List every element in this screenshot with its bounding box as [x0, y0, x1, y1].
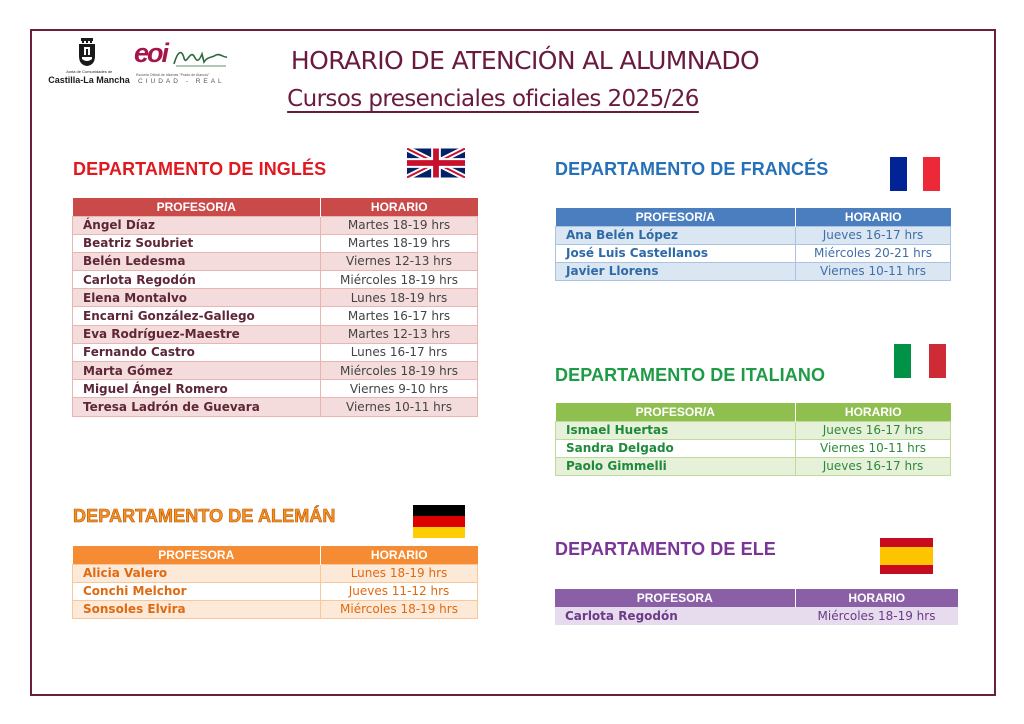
- col-teacher: PROFESORA: [555, 589, 795, 607]
- schedule-time: Viernes 10-11 hrs: [796, 262, 951, 280]
- eoi-sub-text: Escuela Oficial de Idiomas "Prado de Alarcos": [136, 73, 210, 77]
- table-row: [73, 362, 478, 380]
- schedule-time: Martes 18-19 hrs: [321, 216, 478, 234]
- teacher-name: Javier Llorens: [556, 262, 796, 280]
- schedule-time: Martes 18-19 hrs: [321, 234, 478, 252]
- eoi-city: CIUDAD - REAL: [138, 78, 225, 85]
- teacher-name: Elena Montalvo: [73, 289, 321, 307]
- table-row: [556, 421, 951, 439]
- schedule-time: Miércoles 18-19 hrs: [321, 271, 478, 289]
- table-row: [73, 325, 478, 343]
- teacher-name: Ángel Díaz: [73, 216, 321, 234]
- schedule-time: Viernes 9-10 hrs: [321, 380, 478, 398]
- table-header: [73, 198, 478, 216]
- dept-heading-aleman: DEPARTAMENTO DE ALEMÁN: [73, 506, 336, 526]
- eoi-logo: [134, 40, 230, 86]
- table-frances: [555, 208, 951, 281]
- table-row: [73, 234, 478, 252]
- table-row: [73, 252, 478, 270]
- jccm-small-text: Junta de Comunidades de: [65, 69, 113, 74]
- schedule-time: Miércoles 18-19 hrs: [321, 600, 478, 618]
- schedule-time: Miércoles 20-21 hrs: [796, 244, 951, 262]
- table-ingles: [72, 198, 478, 417]
- table-header: [73, 546, 478, 564]
- table-row: [73, 343, 478, 361]
- teacher-name: Encarni González-Gallego: [73, 307, 321, 325]
- table-row: [73, 289, 478, 307]
- teacher-name: Miguel Ángel Romero: [73, 380, 321, 398]
- teacher-name: Ana Belén López: [556, 226, 796, 244]
- table-row: [73, 307, 478, 325]
- schedule-time: Viernes 12-13 hrs: [321, 252, 478, 270]
- page-title: HORARIO DE ATENCIÓN AL ALUMNADO: [290, 46, 760, 75]
- signature-icon: [172, 46, 228, 68]
- schedule-time: Lunes 16-17 hrs: [321, 343, 478, 361]
- crest-icon: [78, 38, 96, 66]
- teacher-name: Carlota Regodón: [73, 271, 321, 289]
- teacher-name: Eva Rodríguez-Maestre: [73, 325, 321, 343]
- france-flag-icon: [890, 157, 940, 191]
- table-row: [556, 244, 951, 262]
- schedule-time: Jueves 16-17 hrs: [796, 226, 951, 244]
- col-schedule: HORARIO: [321, 198, 478, 216]
- teacher-name: Beatriz Soubriet: [73, 234, 321, 252]
- teacher-name: Paolo Gimmelli: [556, 457, 796, 475]
- uk-flag-icon: [407, 148, 465, 178]
- table-row: [73, 398, 478, 416]
- col-teacher: PROFESORA: [73, 546, 321, 564]
- table-row: [73, 380, 478, 398]
- dept-heading-ingles: DEPARTAMENTO DE INGLÉS: [73, 159, 327, 179]
- teacher-name: Teresa Ladrón de Guevara: [73, 398, 321, 416]
- schedule-time: Martes 12-13 hrs: [321, 325, 478, 343]
- table-header: [556, 403, 951, 421]
- teacher-name: Alicia Valero: [73, 564, 321, 582]
- teacher-name: Sonsoles Elvira: [73, 600, 321, 618]
- jccm-logo: [44, 38, 134, 86]
- teacher-name: Belén Ledesma: [73, 252, 321, 270]
- table-row: [73, 271, 478, 289]
- col-schedule: HORARIO: [321, 546, 478, 564]
- table-row: [556, 439, 951, 457]
- schedule-time: Jueves 16-17 hrs: [796, 421, 951, 439]
- col-schedule: HORARIO: [796, 403, 951, 421]
- schedule-time: Martes 16-17 hrs: [321, 307, 478, 325]
- eoi-letters: eoi: [134, 38, 168, 68]
- table-italiano: [555, 403, 951, 476]
- teacher-name: Fernando Castro: [73, 343, 321, 361]
- table-header: [555, 589, 958, 607]
- teacher-name: Marta Gómez: [73, 362, 321, 380]
- schedule-time: Jueves 11-12 hrs: [321, 582, 478, 600]
- dept-heading-italiano: DEPARTAMENTO DE ITALIANO: [555, 365, 826, 385]
- table-row: [556, 226, 951, 244]
- table-aleman: [72, 546, 478, 619]
- col-schedule: HORARIO: [795, 589, 958, 607]
- schedule-time: Jueves 16-17 hrs: [796, 457, 951, 475]
- schedule-time: Miércoles 18-19 hrs: [795, 607, 958, 625]
- col-schedule: HORARIO: [796, 208, 951, 226]
- col-teacher: PROFESOR/A: [556, 208, 796, 226]
- schedule-time: Miércoles 18-19 hrs: [321, 362, 478, 380]
- teacher-name: Conchi Melchor: [73, 582, 321, 600]
- page-subtitle: Cursos presenciales oficiales 2025/26: [287, 86, 699, 112]
- table-row: [73, 564, 478, 582]
- table-row: [556, 457, 951, 475]
- col-teacher: PROFESOR/A: [73, 198, 321, 216]
- table-row: [73, 582, 478, 600]
- dept-heading-frances: DEPARTAMENTO DE FRANCÉS: [555, 159, 829, 179]
- table-row: [73, 600, 478, 618]
- italy-flag-icon: [894, 344, 946, 378]
- schedule-time: Lunes 18-19 hrs: [321, 289, 478, 307]
- teacher-name: Ismael Huertas: [556, 421, 796, 439]
- table-row: [555, 607, 958, 625]
- table-header: [556, 208, 951, 226]
- teacher-name: José Luis Castellanos: [556, 244, 796, 262]
- table-ele: [555, 589, 958, 625]
- table-row: [556, 262, 951, 280]
- dept-heading-ele: DEPARTAMENTO DE ELE: [555, 539, 776, 559]
- teacher-name: Sandra Delgado: [556, 439, 796, 457]
- table-row: [73, 216, 478, 234]
- teacher-name: Carlota Regodón: [555, 607, 795, 625]
- schedule-time: Viernes 10-11 hrs: [796, 439, 951, 457]
- germany-flag-icon: [413, 505, 465, 538]
- schedule-time: Viernes 10-11 hrs: [321, 398, 478, 416]
- jccm-name: Castilla-La Mancha: [48, 75, 130, 85]
- col-teacher: PROFESOR/A: [556, 403, 796, 421]
- spain-flag-icon: [880, 538, 933, 574]
- schedule-time: Lunes 18-19 hrs: [321, 564, 478, 582]
